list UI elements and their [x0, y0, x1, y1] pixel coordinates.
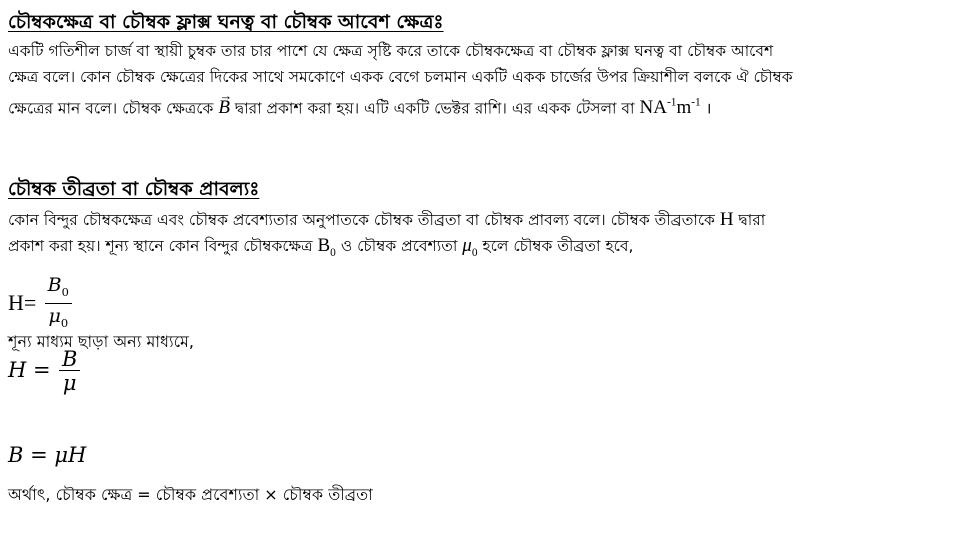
paragraph-line: [8, 90, 952, 121]
fraction-denominator: μ: [62, 371, 77, 395]
unit-m-exponent: -1: [691, 97, 701, 109]
mu-symbol: μ: [462, 235, 472, 256]
fraction: [45, 274, 72, 335]
section-heading-magnetic-field: চৌম্বকক্ষেত্র বা চৌম্বক ফ্লাক্স ঘনত্ব বা চৌম্বক আবেশ ক্ষেত্রঃ: [8, 11, 444, 33]
fraction-numerator: B: [59, 348, 80, 371]
paragraph-text: কোন বিন্দুর চৌম্বকক্ষেত্র এবং চৌম্বক প্রবেশ্যতার অনুপাতকে চৌম্বক তীব্রতা বা চৌম্বক প্রাবল্য বলে। চৌম্বক তীব্রতাকে: [8, 211, 715, 229]
paragraph-line: একটি গতিশীল চার্জ বা স্থায়ী চুম্বক তার চার পাশে যে ক্ষেত্র সৃষ্টি করে তাকে চৌম্বকক্ষেত্র বা চৌম্বক ফ্লাক্স ঘনত্ব বা চৌম্বক আবেশ: [8, 42, 774, 60]
equation-lhs: H =: [8, 358, 51, 382]
conclusion-text: অর্থাৎ, চৌম্বক ক্ষেত্র = চৌম্বক প্রবেশ্যতা × চৌম্বক তীব্রতা: [8, 485, 373, 504]
unit-na-exponent: -1: [666, 97, 677, 109]
equation-b-mu-h: B = μH: [8, 443, 87, 467]
denominator-subscript: 0: [60, 315, 69, 330]
paragraph-line: [8, 207, 952, 233]
vector-b-symbol: → B: [218, 95, 230, 121]
numerator-symbol: B: [47, 274, 62, 296]
unit-na: NA: [639, 97, 667, 119]
medium-text: শূন্য মাধ্যম ছাড়া অন্য মাধ্যমে,: [8, 332, 194, 351]
paragraph-text: ক্ষেত্রের মান বলে। চৌম্বক ক্ষেত্রকে: [8, 99, 214, 118]
section-heading-magnetic-intensity: চৌম্বক তীব্রতা বা চৌম্বক প্রাবল্যঃ: [8, 178, 260, 200]
paragraph-magnetic-field: [8, 38, 952, 121]
paragraph-magnetic-intensity: [8, 207, 952, 266]
paragraph-line: [8, 233, 952, 266]
equation-h-medium: [8, 348, 80, 395]
h-symbol: H: [719, 209, 734, 230]
mu0-symbol: [462, 235, 478, 259]
b0-symbol: [317, 235, 336, 259]
equation-h-vacuum: [8, 274, 72, 335]
paragraph-text: হলে চৌম্বক তীব্রতা হবে,: [482, 237, 634, 255]
paragraph-text: প্রকাশ করা হয়। শূন্য স্থানে কোন বিন্দুর চৌম্বকক্ষেত্র: [8, 237, 313, 255]
mu-subscript: 0: [471, 246, 478, 259]
b-subscript: 0: [330, 246, 336, 259]
numerator-subscript: 0: [61, 284, 69, 299]
denominator-symbol: μ: [48, 304, 61, 327]
paragraph-text: দ্বারা: [738, 211, 766, 229]
fraction: [59, 348, 80, 395]
paragraph-end: ।: [705, 99, 712, 118]
equation-lhs: H=: [8, 289, 37, 315]
unit-m: m: [676, 97, 692, 119]
paragraph-text: ও চৌম্বক প্রবেশ্যতা: [340, 237, 458, 255]
paragraph-text: দ্বারা প্রকাশ করা হয়। এটি একটি ভেক্টর রাশি। এর একক টেসলা বা: [234, 99, 635, 118]
unit-tesla: [640, 97, 701, 118]
b-symbol: B: [317, 235, 331, 256]
paragraph-line: ক্ষেত্র বলে। কোন চৌম্বক ক্ষেত্রের দিকের সাথে সমকোণে একক বেগে চলমান একটি একক চার্জের উপর ক্রিয়াশীল বলকে ঐ চৌম্বক: [8, 68, 793, 86]
fraction-numerator: [45, 274, 72, 304]
